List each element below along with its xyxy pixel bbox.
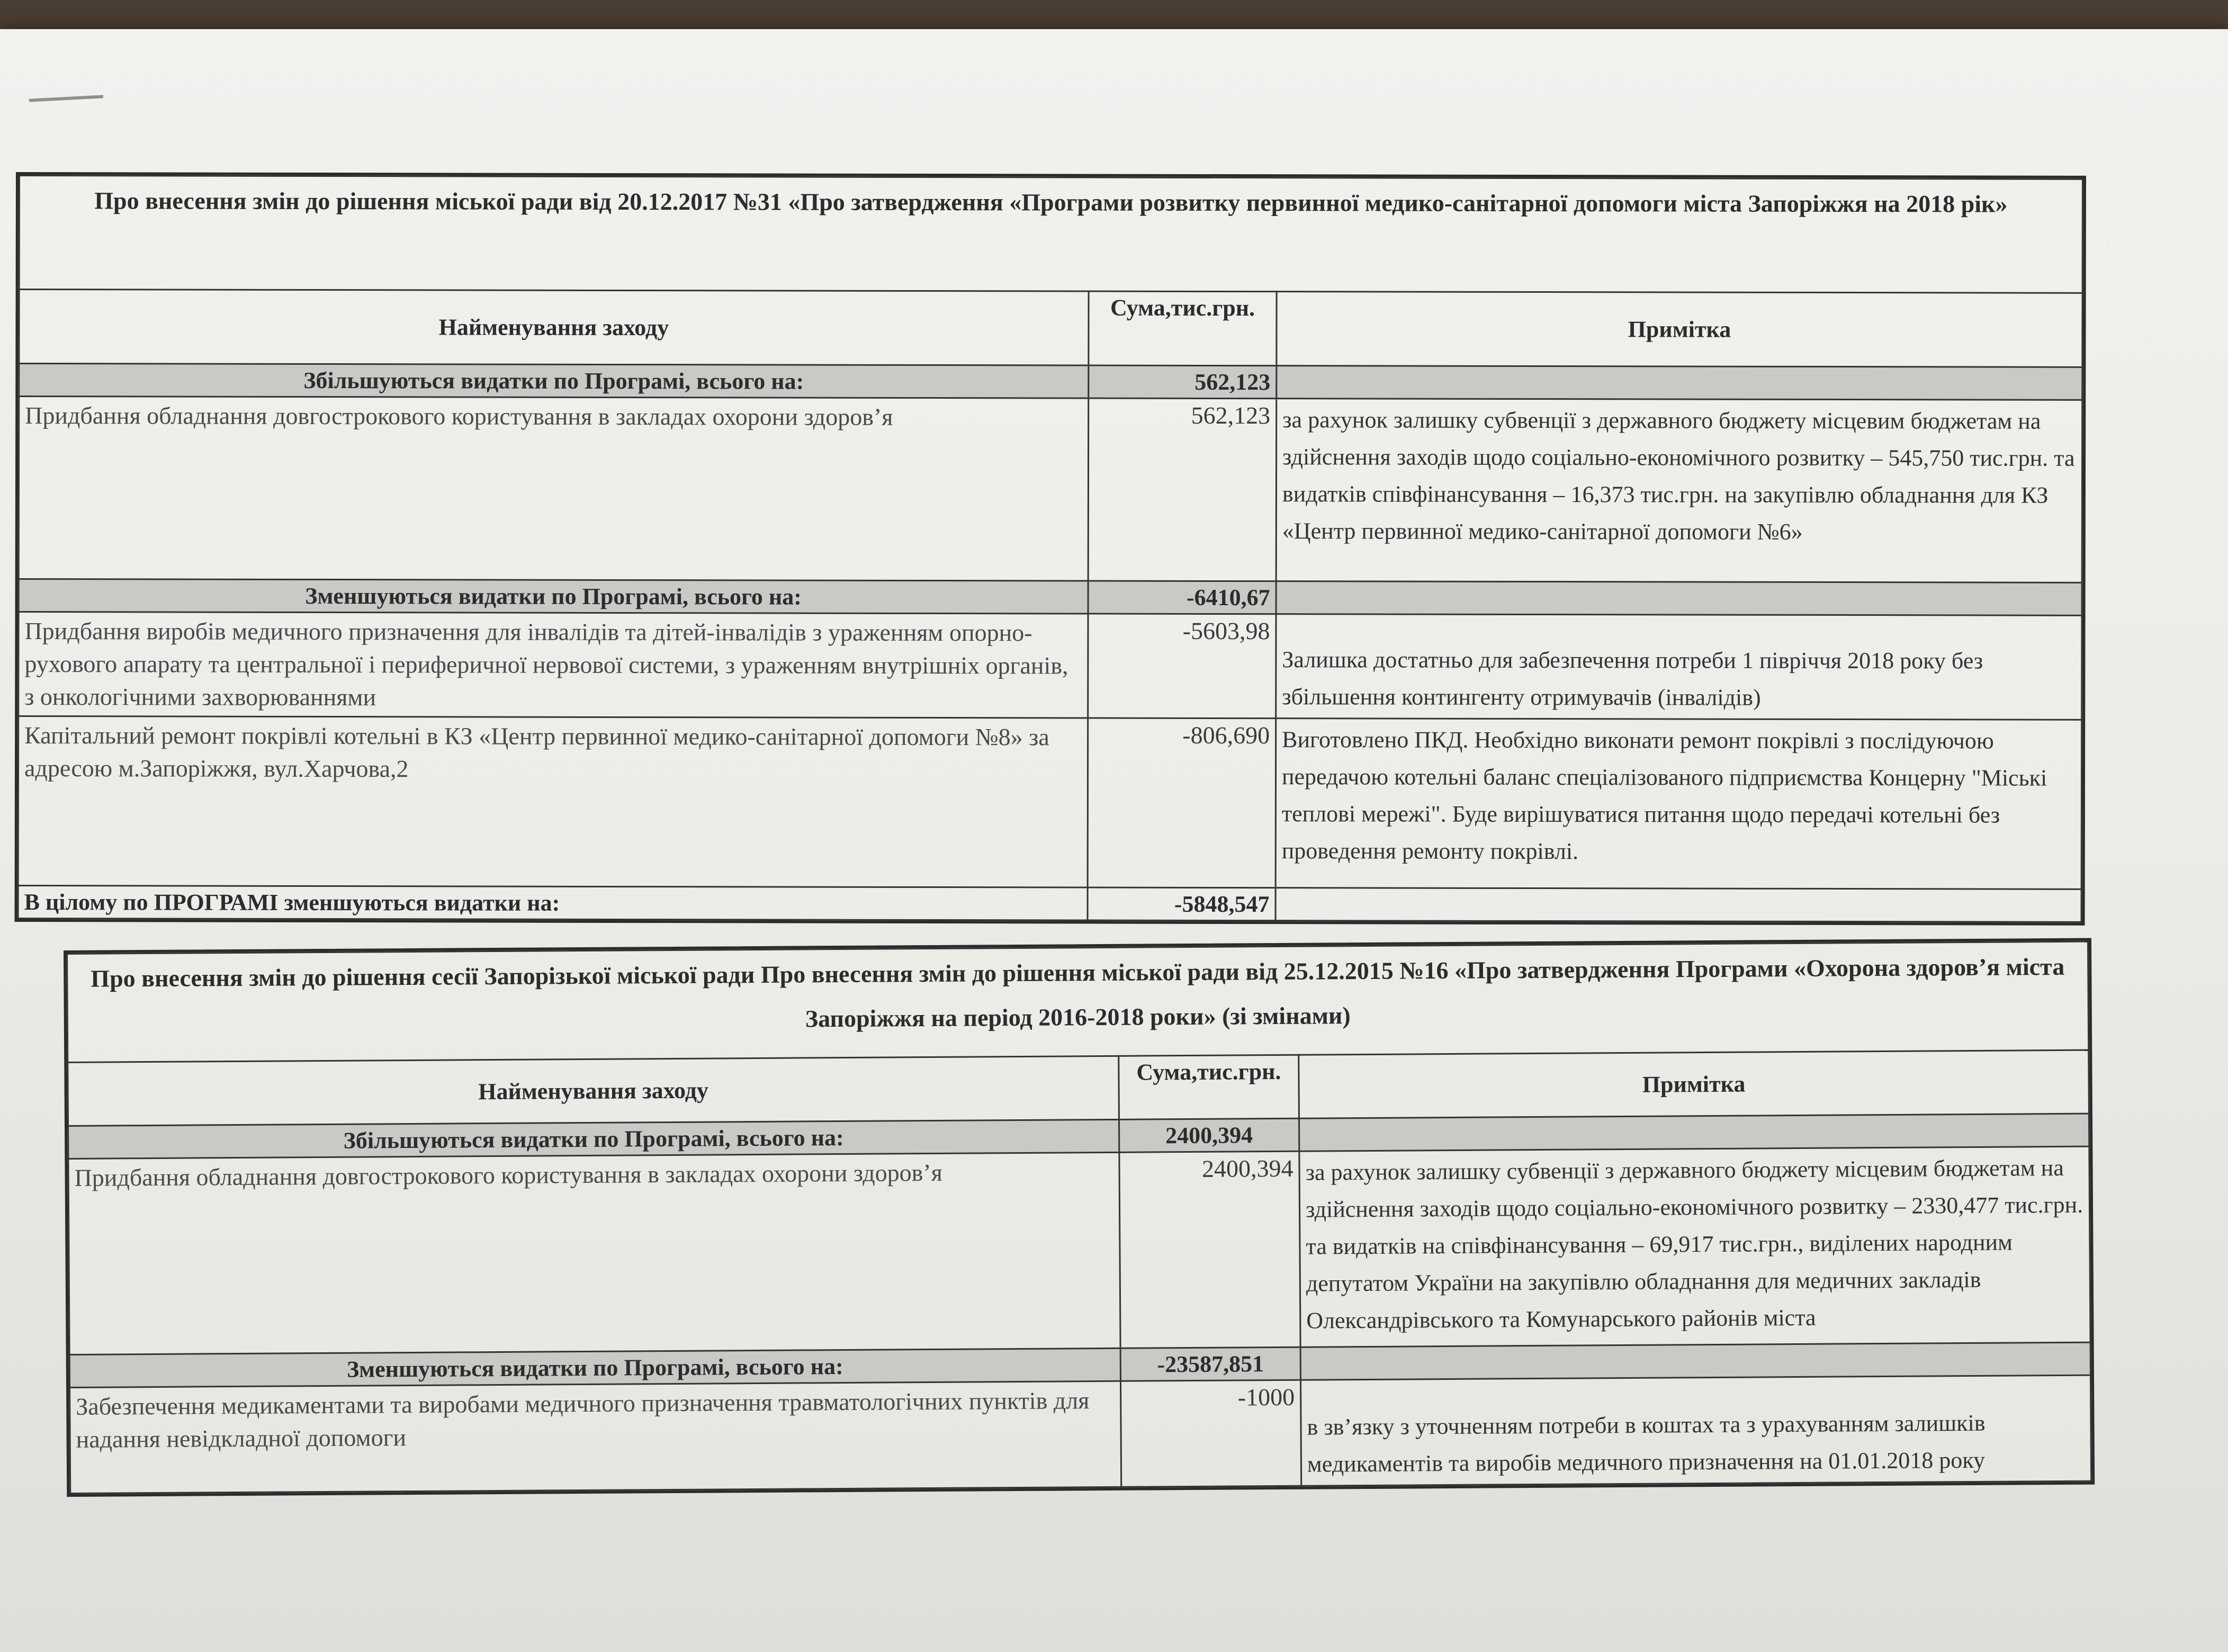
total-sum: -5848,547	[1088, 887, 1275, 921]
item-note: за рахунок залишку субвенції з державного бюджету місцевим бюджетам на здійснення заходів щодо соціально-економічного розвитку – 545,750 тис.грн. та видатків співфінансування – 16,373 тис.грн. на закупівлю обладнання для КЗ «Центр первинної медико-санітарної допомоги №6»	[1276, 399, 2082, 583]
increase-note	[1299, 1114, 2089, 1151]
item-name: Придбання виробів медичного призначення для інвалідів та дітей-інвалідів з ураженням опорно-рухового апарату та центральної і периферичної нервової системи, з ураженням внутрішніх органів, з онкологічними захворюваннями	[19, 612, 1088, 719]
total-note	[1275, 888, 2081, 922]
total-label: В цілому по ПРОГРАМІ зменшуються видатки на:	[18, 886, 1088, 921]
header-sum: Сума,тис.грн.	[1089, 291, 1277, 366]
increase-note	[1277, 366, 2082, 400]
header-sum: Сума,тис.грн.	[1119, 1055, 1299, 1119]
decrease-note	[1276, 581, 2082, 616]
decrease-sum: -6410,67	[1088, 581, 1276, 614]
item-note: в зв’язку з уточненням потреби в коштах та з урахуванням залишків медикаментів та виробів медичного призначення на 01.01.2018 року	[1300, 1375, 2091, 1486]
header-note: Примітка	[1277, 292, 2082, 367]
increase-label: Збільшуються видатки по Програмі, всього на:	[68, 1119, 1119, 1159]
item-name: Придбання обладнання довгострокового користування в закладах охорони здоров’я	[19, 397, 1089, 581]
item-note: Виготовлено ПКД. Необхідно виконати ремонт покрівлі з послідуючою передачою котельні баланс спеціалізованого підприємства Концерну "Міські теплові мережі". Буде вирішуватися питання щодо передачі котельні без проведення ремонту покрівлі.	[1275, 719, 2082, 890]
table2-title: Про внесення змін до рішення сесії Запорізької міської ради Про внесення змін до рішення міської ради від 25.12.2015 №16 «Про затвердження Програми «Охорона здоров’я міста Запоріжжя на період 2016-2018 роки» (зі змінами)	[67, 941, 2089, 1062]
item-sum: -5603,98	[1088, 614, 1276, 719]
decrease-sum: -23587,851	[1120, 1347, 1300, 1381]
item-name: Придбання обладнання довгострокового користування в закладах охорони здоров’я	[68, 1152, 1120, 1354]
decrease-label: Зменшуються видатки по Програмі, всього на:	[69, 1348, 1120, 1387]
item-note: за рахунок залишку субвенції з державного бюджету місцевим бюджетам на здійснення заходів щодо соціально-економічного розвитку – 2330,477 тис.грн. та видатків на співфінансування – 69,917 тис.грн., виділених народним депутатом України на закупівлю обладнання для медичних закладів Олександрівського та Комунарського районів міста	[1299, 1146, 2090, 1347]
table-health-care-program	[64, 938, 2095, 1497]
increase-sum: 562,123	[1089, 365, 1277, 399]
paper-sheet	[0, 29, 2228, 1652]
header-name: Найменування заходу	[68, 1056, 1119, 1126]
pen-mark	[29, 95, 103, 102]
item-sum: 2400,394	[1119, 1151, 1300, 1348]
item-sum: 562,123	[1088, 398, 1277, 581]
decrease-note	[1300, 1342, 2090, 1380]
item-name: Капітальний ремонт покрівлі котельні в КЗ «Центр первинної медико-санітарної допомоги №8» за адресою м.Запоріжжя, вул.Харчова,2	[18, 716, 1088, 888]
table1-title: Про внесення змін до рішення міської ради від 20.12.2017 №31 «Про затвердження «Програми розвитку первинної медико-санітарної допомоги міста Запоріжжя на 2018 рік»	[19, 176, 2082, 293]
item-name: Забезпечення медикаментами та виробами медичного призначення травматологічних пунктів для надання невідкладної допомоги	[70, 1381, 1121, 1493]
header-note: Примітка	[1299, 1050, 2089, 1118]
item-sum: -806,690	[1088, 718, 1276, 888]
decrease-label: Зменшуються видатки по Програмі, всього на:	[19, 579, 1088, 614]
item-note: Залишка достатньо для забезпечення потреби 1 півріччя 2018 року без збільшення контингенту отримувачів (інвалідів)	[1276, 614, 2082, 720]
header-name: Найменування заходу	[19, 290, 1089, 366]
increase-label: Збільшуються видатки по Програмі, всього на:	[19, 364, 1089, 399]
table-primary-care-program	[15, 172, 2086, 926]
item-sum: -1000	[1121, 1380, 1301, 1487]
increase-sum: 2400,394	[1119, 1118, 1299, 1152]
